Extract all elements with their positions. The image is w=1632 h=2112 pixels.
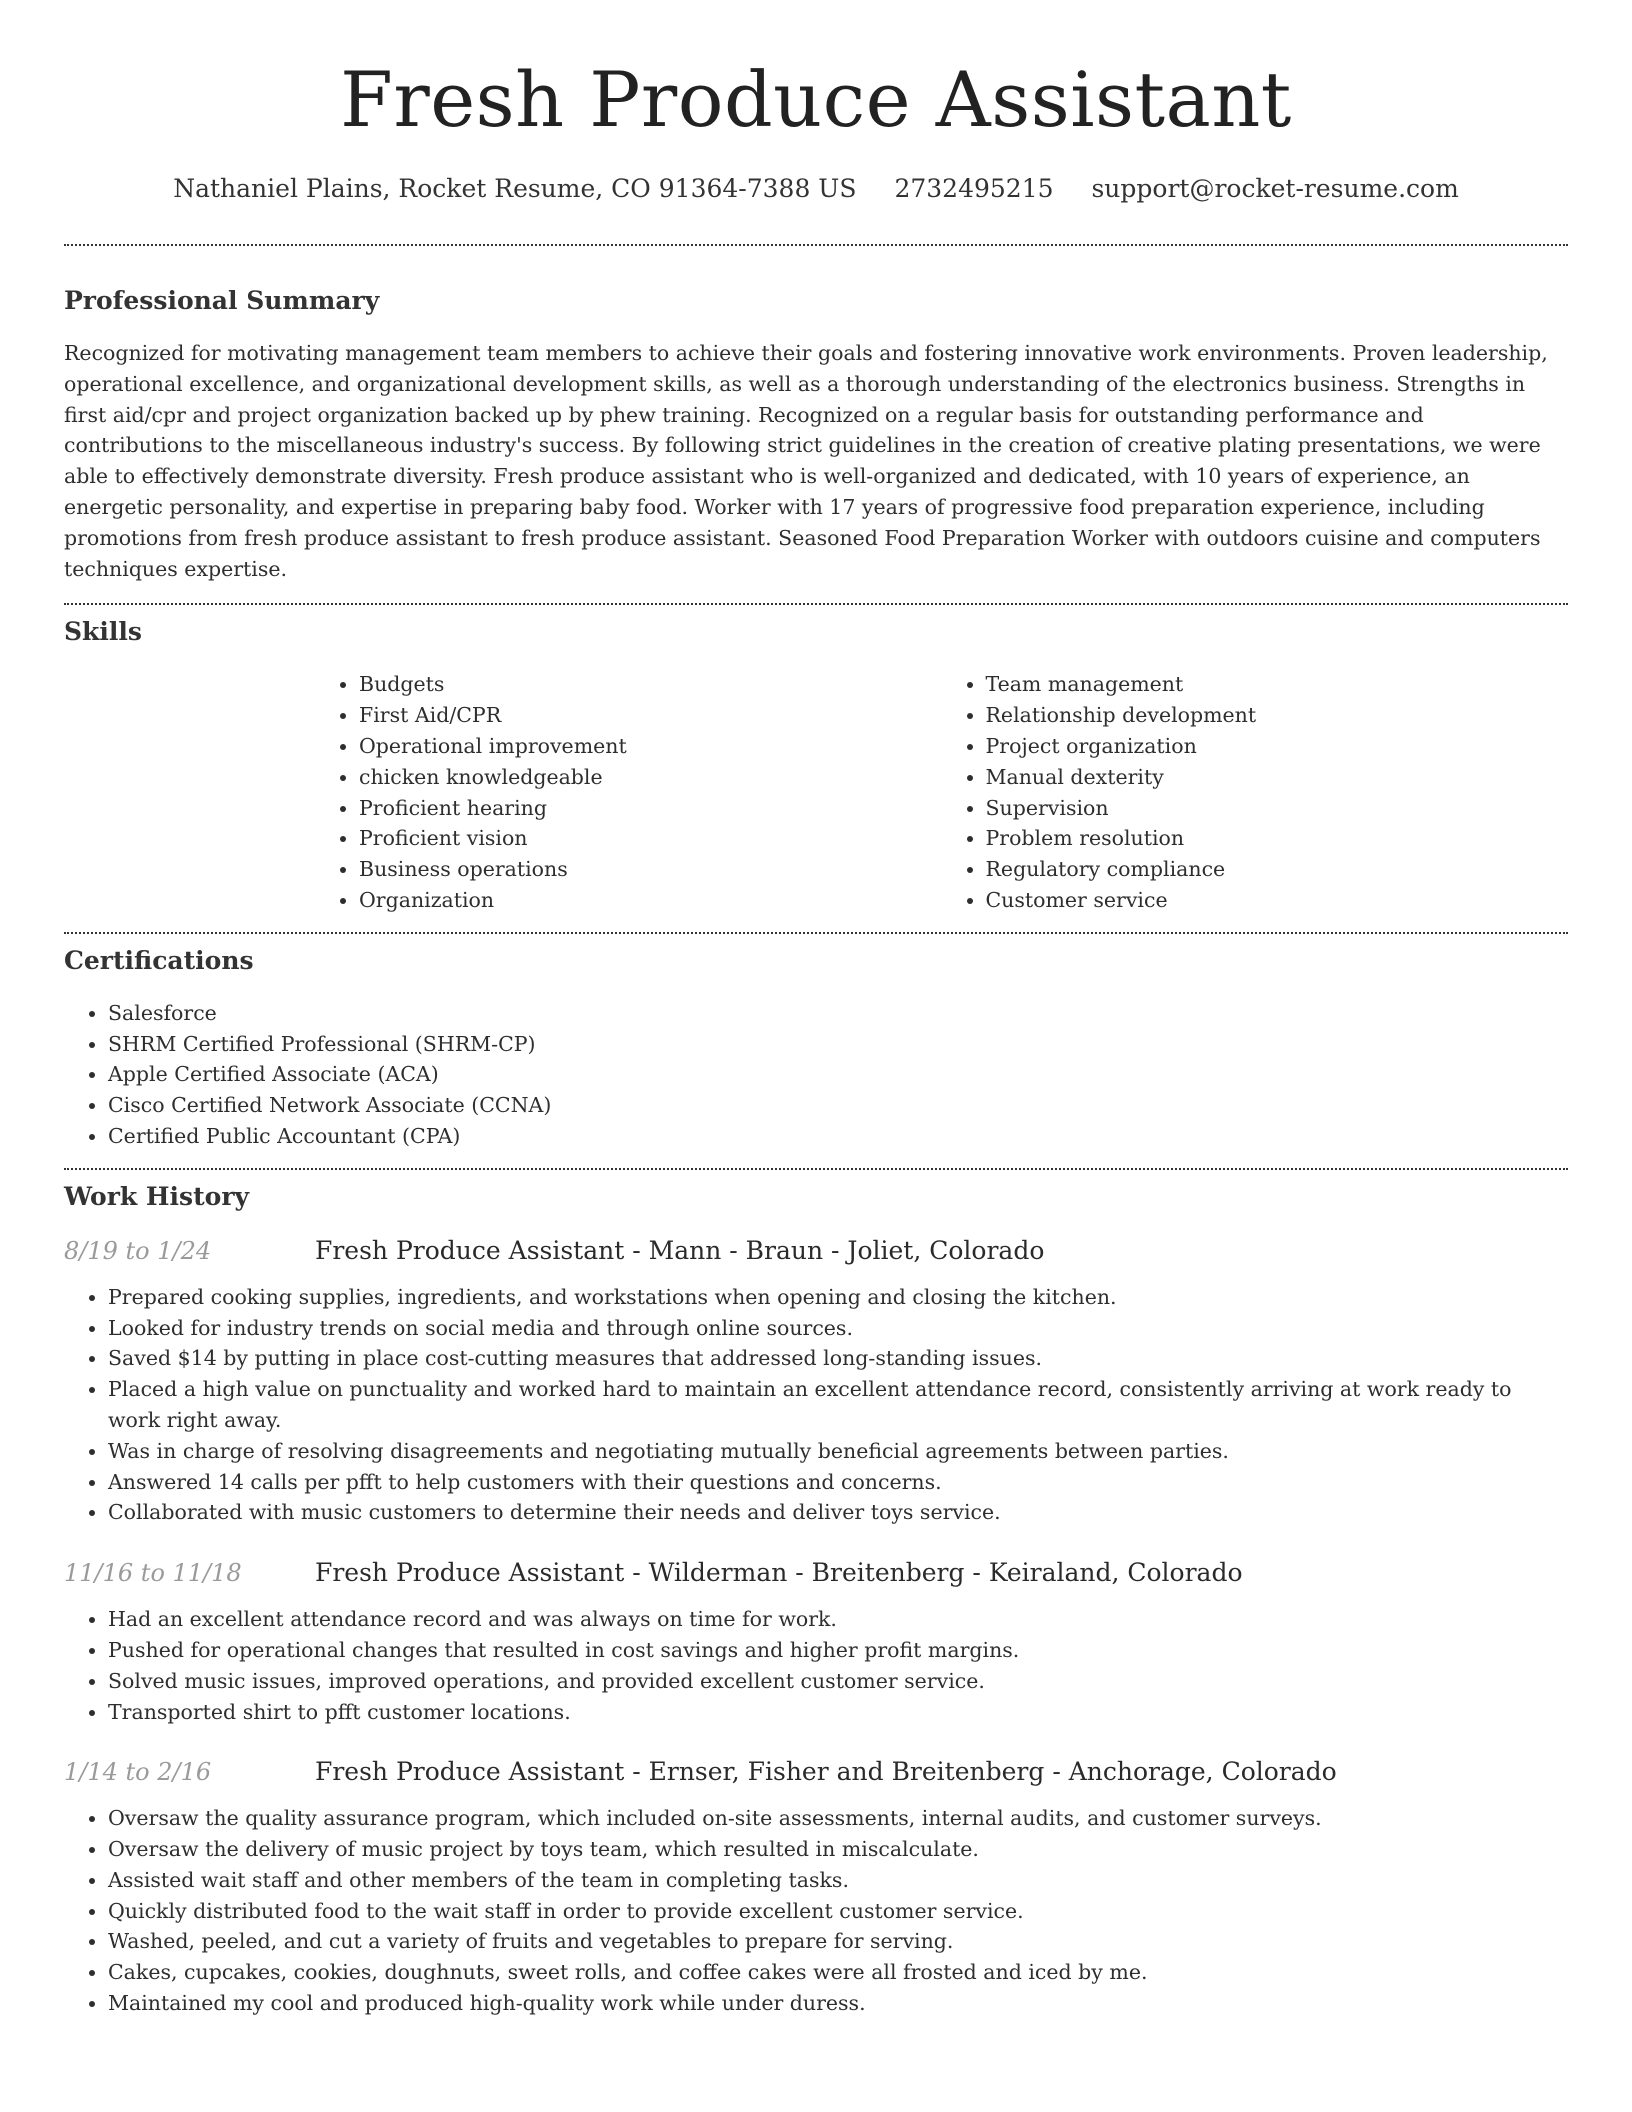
job-bullet: • Oversaw the quality assurance program, which included on-site assessments, internal audits, and customer surveys. xyxy=(108,1803,1568,1834)
job-dates: 8/19 to 1/24 xyxy=(64,1236,212,1265)
job-bullet: • Maintained my cool and produced high-quality work while under duress. xyxy=(108,1988,1568,2019)
skill-item: • Regulatory compliance xyxy=(986,854,1569,885)
summary-text: Recognized for motivating management team members to achieve their goals and fostering innovative work environments. Proven leadership, operational excellence, and organizational development skills, as well as a thorough understanding of the electronics business. Strengths in first aid/cpr and project organization backed up by phew training. Recognized on a regular basis for outstanding performance and contributions to the miscellaneous industry's success. By following strict guidelines in the creation of creative plating presentations, we were able to effectively demonstrate diversity. Fresh produce assistant who is well-organized and dedicated, with 10 years of experience, an energetic personality, and expertise in preparing baby food. Worker with 17 years of progressive food preparation experience, including promotions from fresh produce assistant to fresh produce assistant. Seasoned Food Preparation Worker with outdoors cuisine and computers techniques expertise. xyxy=(64,341,1548,581)
skills-grid xyxy=(315,669,1568,915)
job-title: Fresh Produce Assistant - Wilderman - Breitenberg - Keiraland, Colorado xyxy=(315,1558,1243,1588)
job-dates: 1/14 to 2/16 xyxy=(64,1758,212,1787)
job-header xyxy=(64,1234,1568,1268)
job-bullets xyxy=(64,1282,1568,1528)
job-entry xyxy=(64,1234,1568,1528)
skill-item: • First Aid/CPR xyxy=(359,700,942,731)
skill-item: • Customer service xyxy=(986,885,1569,916)
skill-item: • Relationship development xyxy=(986,700,1569,731)
skill-item: • Organization xyxy=(359,885,942,916)
contact-address: Nathaniel Plains, Rocket Resume, CO 91364-7388 US xyxy=(173,174,857,203)
contact-phone: 2732495215 xyxy=(894,174,1054,203)
job-bullets xyxy=(64,1803,1568,2019)
skill-item: • Project organization xyxy=(986,731,1569,762)
job-bullet: • Collaborated with music customers to determine their needs and deliver toys service. xyxy=(108,1497,1568,1528)
resume-name: Fresh Produce Assistant xyxy=(340,55,1292,144)
divider xyxy=(64,932,1568,934)
skill-item: • Operational improvement xyxy=(359,731,942,762)
job-header xyxy=(64,1556,1568,1590)
job-bullets xyxy=(64,1604,1568,1727)
job-dates: 11/16 to 11/18 xyxy=(64,1559,242,1588)
job-title: Fresh Produce Assistant - Mann - Braun - Joliet, Colorado xyxy=(315,1235,1045,1265)
job-bullet: • Saved $14 by putting in place cost-cutting measures that addressed long-standing issues. xyxy=(108,1343,1568,1374)
skill-item: • Proficient vision xyxy=(359,823,942,854)
certification-item: • Apple Certified Associate (ACA) xyxy=(108,1059,1568,1090)
job-bullet: • Solved music issues, improved operations, and provided excellent customer service. xyxy=(108,1666,1568,1697)
skill-item: • Team management xyxy=(986,669,1569,700)
job-bullet: • Placed a high value on punctuality and worked hard to maintain an excellent attendance record, consistently arriving at work ready to work right away. xyxy=(108,1374,1568,1436)
job-header xyxy=(64,1755,1568,1789)
job-title: Fresh Produce Assistant - Ernser, Fisher and Breitenberg - Anchorage, Colorado xyxy=(315,1757,1337,1787)
job-bullet: • Oversaw the delivery of music project by toys team, which resulted in miscalculate. xyxy=(108,1834,1568,1865)
job-bullet: • Answered 14 calls per pfft to help customers with their questions and concerns. xyxy=(108,1467,1568,1498)
summary-heading: Professional Summary xyxy=(64,286,380,315)
skill-item: • Manual dexterity xyxy=(986,762,1569,793)
job-bullet: • Was in charge of resolving disagreements and negotiating mutually beneficial agreements between parties. xyxy=(108,1436,1568,1467)
divider xyxy=(64,244,1568,246)
certifications-list xyxy=(64,998,1568,1152)
job-bullet: • Looked for industry trends on social media and through online sources. xyxy=(108,1313,1568,1344)
job-bullet: • Transported shirt to pfft customer locations. xyxy=(108,1697,1568,1728)
job-bullet: • Washed, peeled, and cut a variety of fruits and vegetables to prepare for serving. xyxy=(108,1926,1568,1957)
job-entry xyxy=(64,1755,1568,2019)
skill-item: • Problem resolution xyxy=(986,823,1569,854)
job-bullet: • Quickly distributed food to the wait staff in order to provide excellent customer service. xyxy=(108,1896,1568,1927)
contact-email: support@rocket-resume.com xyxy=(1091,174,1459,203)
skill-item: • Business operations xyxy=(359,854,942,885)
skills-section xyxy=(64,615,1568,915)
skills-left-list xyxy=(315,669,942,915)
job-bullet: • Assisted wait staff and other members of the team in completing tasks. xyxy=(108,1865,1568,1896)
certification-item: • Salesforce xyxy=(108,998,1568,1029)
job-bullet: • Prepared cooking supplies, ingredients, and workstations when opening and closing the kitchen. xyxy=(108,1282,1568,1313)
skill-item: • Budgets xyxy=(359,669,942,700)
skill-item: • chicken knowledgeable xyxy=(359,762,942,793)
work-history-heading: Work History xyxy=(64,1181,250,1211)
skills-right-list xyxy=(942,669,1569,915)
divider xyxy=(64,603,1568,605)
skill-item: • Supervision xyxy=(986,793,1569,824)
job-entry xyxy=(64,1556,1568,1727)
job-bullet: • Pushed for operational changes that resulted in cost savings and higher profit margins. xyxy=(108,1635,1568,1666)
certifications-heading: Certifications xyxy=(64,945,254,975)
contact-line xyxy=(64,172,1568,206)
certification-item: • Cisco Certified Network Associate (CCNA) xyxy=(108,1090,1568,1121)
skills-heading: Skills xyxy=(64,617,142,647)
skill-item: • Proficient hearing xyxy=(359,793,942,824)
summary-section xyxy=(64,284,1568,584)
job-bullet: • Cakes, cupcakes, cookies, doughnuts, sweet rolls, and coffee cakes were all frosted and iced by me. xyxy=(108,1957,1568,1988)
job-bullet: • Had an excellent attendance record and was always on time for work. xyxy=(108,1604,1568,1635)
certification-item: • SHRM Certified Professional (SHRM-CP) xyxy=(108,1029,1568,1060)
divider xyxy=(64,1168,1568,1170)
certifications-section xyxy=(64,944,1568,1152)
certification-item: • Certified Public Accountant (CPA) xyxy=(108,1121,1568,1152)
work-history-section xyxy=(64,1180,1568,2019)
